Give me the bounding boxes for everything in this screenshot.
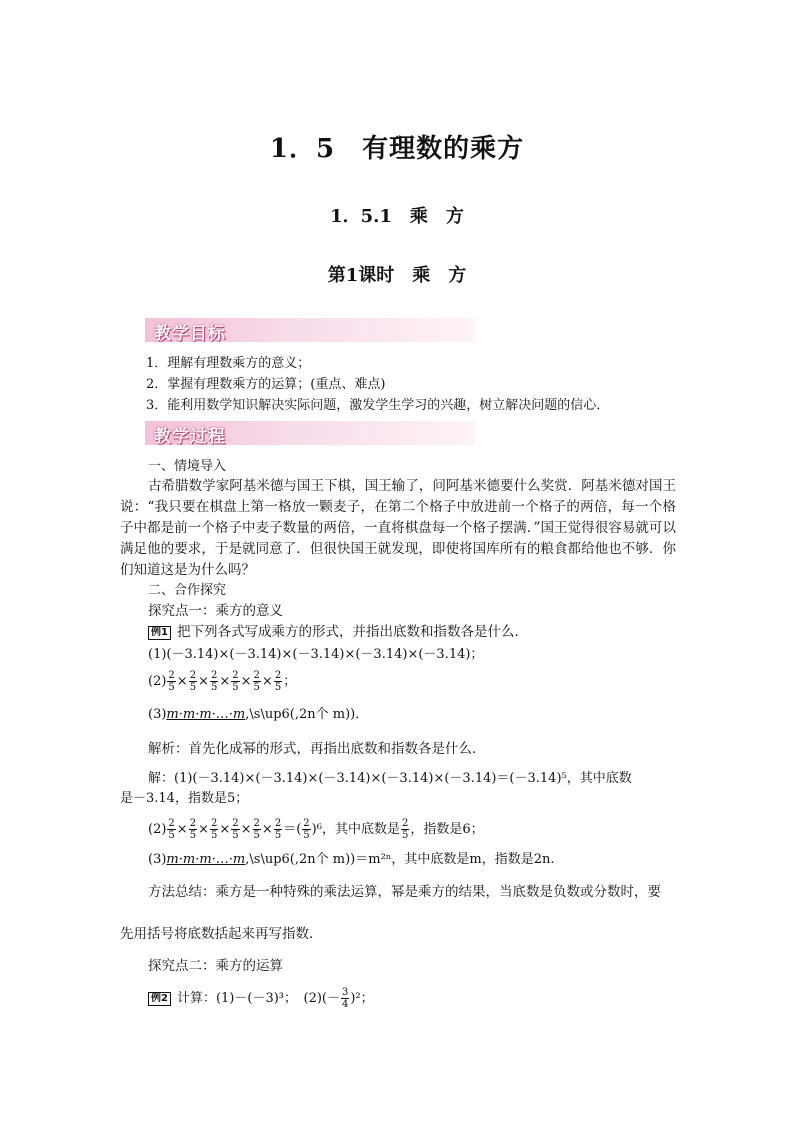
process-banner [145, 421, 475, 445]
fraction: $\frac{2}{5}$ [274, 670, 282, 693]
lesson-title: 第1课时 乘 方 [327, 265, 467, 286]
explore1-heading: 探究点一：乘方的意义 [148, 603, 283, 619]
example1-badge: 例1 [148, 626, 171, 640]
analysis-text: 解析：首先化成幂的形式，再指出底数和指数各是什么． [148, 741, 486, 757]
fraction: $\frac{2}{5}$ [189, 670, 197, 693]
example1-prompt: 把下列各式写成乘方的形式，并指出底数和指数各是什么． [176, 624, 528, 640]
goal-item: 3．能利用数学知识解决实际问题，激发学生学习的兴趣，树立解决问题的信心． [146, 398, 610, 413]
example2-badge: 例2 [148, 992, 171, 1006]
example1-prompt-line [148, 623, 528, 642]
part1-heading: 一、情境导入 [148, 459, 227, 474]
goal-item: 2．掌握有理数乘方的运算；(重点、难点) [146, 377, 386, 392]
fraction: $\frac{2}{5}$ [168, 670, 175, 693]
process-heading: 教学过程 [154, 427, 226, 447]
goals-heading: 教学目标 [154, 324, 226, 344]
summary-line1: 方法总结：乘方是一种特殊的乘法运算，幂是乘方的结果，当底数是负数或分数时，要 [148, 884, 661, 900]
summary-line2: 先用括号将底数括起来再写指数． [120, 926, 323, 942]
fraction: $\frac{2}{5}$ [232, 670, 239, 693]
fraction: $\frac{2}{5}$ [210, 670, 218, 693]
section-title: 1．5.1 乘 方 [330, 206, 464, 227]
ex1-item2: (2) $\frac{2}{5}$ × $\frac{2}{5}$ × $\frac{2}{5}$ × $\frac{2}{5}$ × $\frac{2}{5}$ × $\frac{2}{5}$ ； [148, 670, 297, 693]
solution1-line1: 解：(1)(－3.14)×(－3.14)×(－3.14)×(－3.14)×(－3.14)＝(－3.14)⁵，其中底数 [148, 771, 632, 786]
main-title: 1．5 有理数的乘方 [269, 134, 525, 164]
goals-banner [145, 318, 475, 342]
ex1-item3: (3)m·m·m·…·m,\s\up6(,2n个 m))． [148, 707, 369, 722]
explore2-heading: 探究点二：乘方的运算 [148, 958, 283, 974]
solution3: (3)m·m·m·…·m,\s\up6(,2n个 m))＝m²ⁿ，其中底数是m，指数是2n. [148, 852, 555, 867]
fraction: $\frac{2}{5}$ [253, 670, 260, 693]
part2-heading: 二、合作探究 [148, 583, 227, 598]
ex1-item1: (1)(－3.14)×(－3.14)×(－3.14)×(－3.14)×(－3.14)； [148, 647, 484, 662]
example2-line: 例2 计算：(1)－(－3)³； (2)(－ $\frac{3}{4}$ )²； [148, 987, 374, 1010]
goal-item: 1．理解有理数乘方的意义； [146, 356, 311, 371]
solution1-line2: 是－3.14，指数是5； [120, 791, 249, 806]
intro-paragraph: 古希腊数学家阿基米德与国王下棋，国王输了，问阿基米德要什么奖赏．阿基米德对国王说：“我只要在棋盘上第一格放一颗麦子，在第二个格子中放进前一个格子的两倍，每一个格子中都是前一个格子中麦子数量的两倍，一直将棋盘每一个格子摆满．”国王觉得很容易就可以满足他的要求，于是就同意了．但很快国王就发现，即使将国库所有的粮食都给他也不够．你们知道这是为什么吗？ [120, 478, 676, 578]
solution2: (2) $\frac{2}{5}$ × $\frac{2}{5}$ × $\frac{2}{5}$ × $\frac{2}{5}$ × $\frac{2}{5}$ × $\frac{2}{5}$ ＝( $\frac{2}{5}$ )⁶，其中底数是 $\frac{2}{5}$ ，指数是6； [148, 818, 484, 841]
